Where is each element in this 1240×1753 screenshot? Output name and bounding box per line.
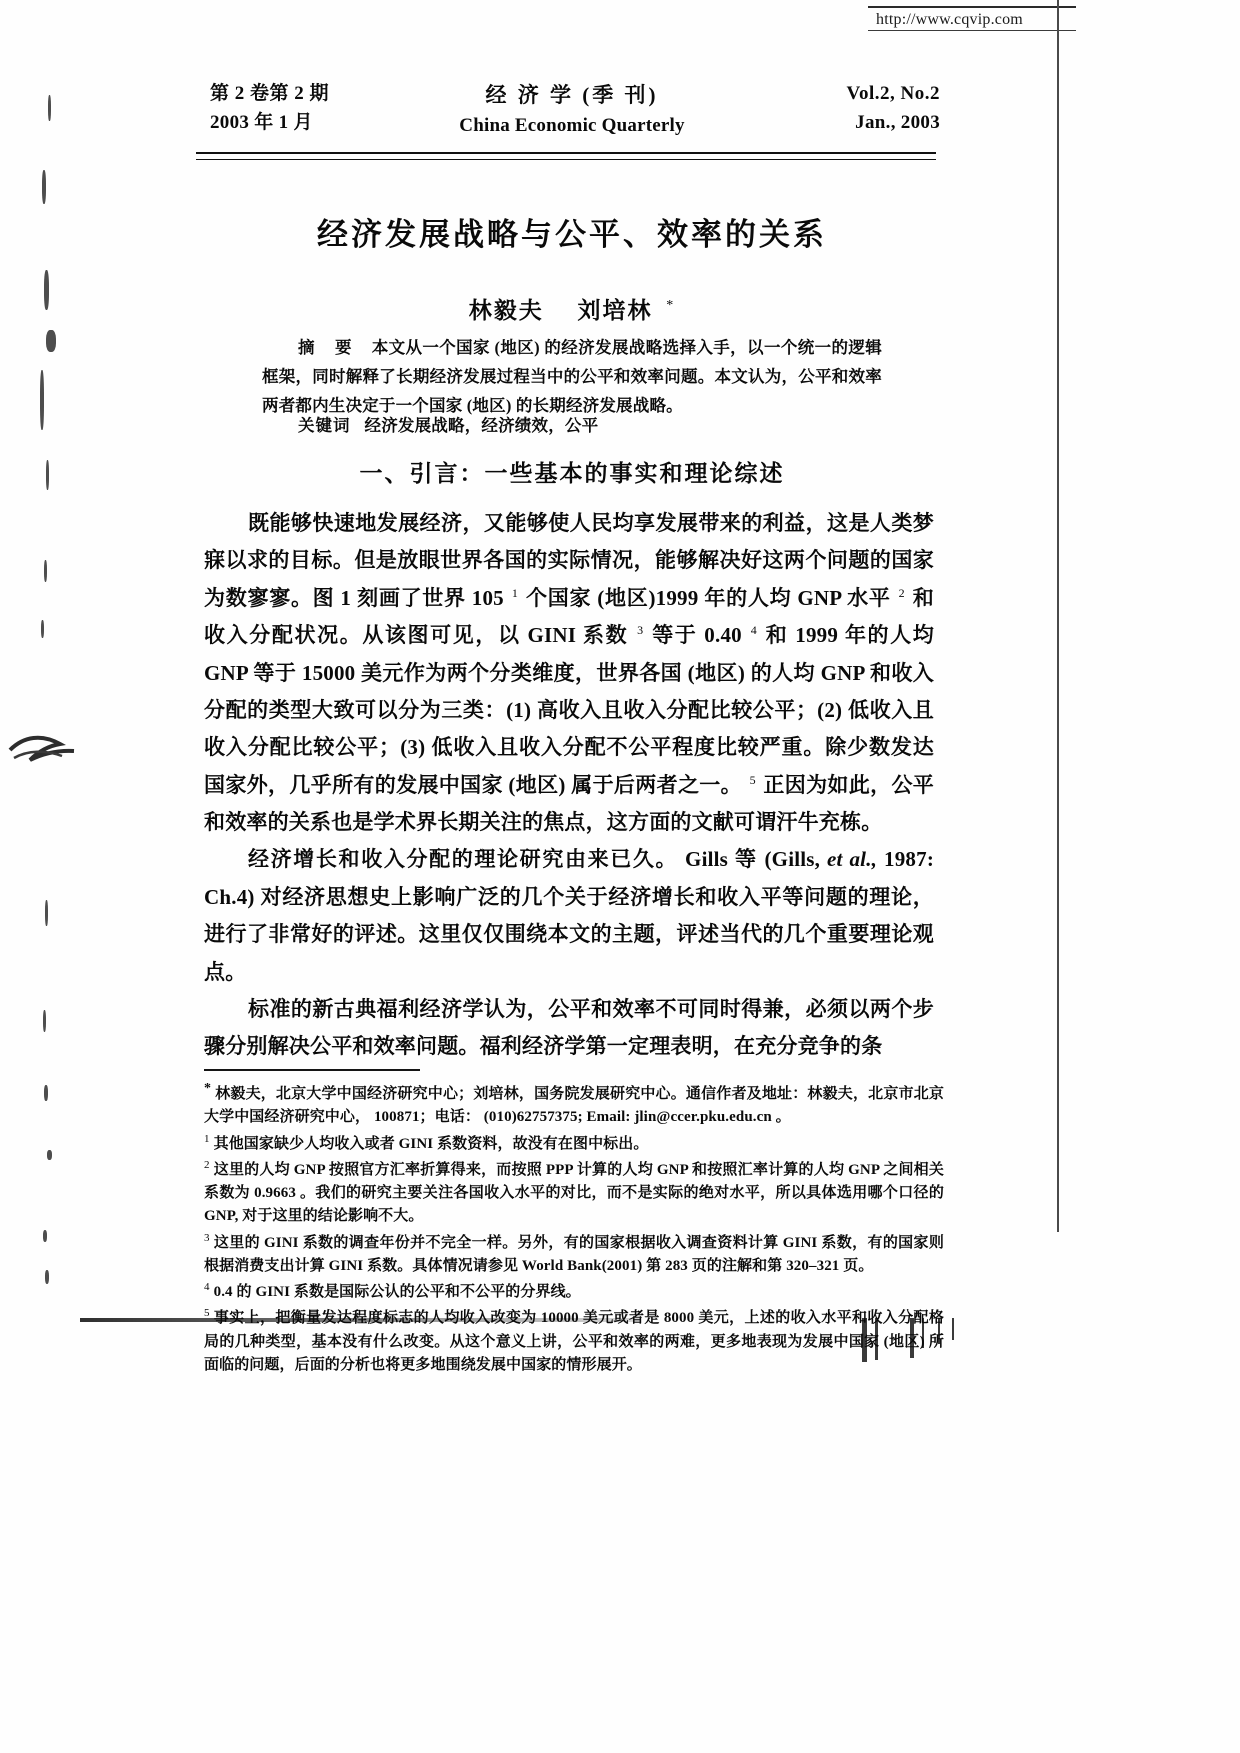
author-name: 林毅夫 (468, 298, 544, 323)
keywords-block (262, 412, 882, 436)
scan-speck (47, 1150, 52, 1160)
paragraph-1-segment: 正因为如此，公平和效率的关系也是学术界长期关注的焦点，这方面的文献可谓汗牛充栋。 (204, 772, 934, 834)
masthead-right (847, 80, 940, 137)
journal-title-cn: 经 济 学 (季 刊) (485, 83, 659, 107)
footnote-block (204, 1078, 944, 1378)
footnote-item (204, 1157, 944, 1229)
footnote-text: 这里的 GINI 系数的调查年份并不完全一样。另外，有的国家根据收入调查资料计算 GINI 系数，有的国家则根据消费支出计算 GINI 系数。具体情况请参见 World Bank(2001) 第 283 页的注解和第 320–321 页。 (204, 1234, 944, 1274)
footnote-marker: 2 (204, 1158, 210, 1171)
masthead-center (196, 80, 948, 140)
date-cn: 2003 年 1 月 (210, 111, 313, 133)
journal-title-en: China Economic Quarterly (459, 114, 685, 136)
footnote-item (204, 1279, 944, 1304)
scan-speck (40, 370, 44, 430)
abstract-paragraph (262, 334, 882, 421)
footnote-ref-3: 3 (637, 623, 644, 638)
body-paragraph-1 (204, 505, 934, 841)
scan-speck (41, 620, 44, 638)
scan-speck (48, 95, 51, 121)
footnote-text: 其他国家缺少人均收入或者 GINI 系数资料，故没有在图中标出。 (213, 1135, 649, 1152)
author-name: 刘培林 (577, 298, 653, 323)
footnote-marker: 5 (204, 1307, 210, 1320)
paragraph-1-segment: 和收入分配状况。从该图可见，以 GINI 系数 (204, 585, 934, 648)
scan-speck (44, 560, 47, 582)
scan-speck (46, 330, 56, 352)
footnote-item (204, 1078, 944, 1130)
body-paragraph-2 (204, 841, 934, 991)
body-paragraph-3: 标准的新古典福利经济学认为，公平和效率不可同时得兼，必须以两个步骤分别解决公平和效率问题。福利经济学第一定理表明，在充分竞争的条 (204, 996, 934, 1059)
abstract-label: 摘 要 (298, 338, 360, 357)
cqvip-watermark: http://www.cqvip.com (868, 6, 1076, 31)
author-footnote-marker: * (666, 298, 676, 314)
masthead-rule (196, 152, 936, 160)
scan-speck (44, 1085, 48, 1101)
page-title: 经济发展战略与公平、效率的关系 (317, 217, 827, 252)
paragraph-1-segment: 等于 0.40 (645, 623, 749, 648)
footnote-ref-2: 2 (898, 585, 905, 600)
keywords-label: 关键词 (298, 416, 351, 435)
scan-speck (43, 1230, 47, 1242)
footnote-item (204, 1305, 944, 1377)
footnote-ref-1: 1 (511, 585, 519, 600)
citation-et-al: et al., (827, 847, 878, 872)
author-line (196, 292, 948, 325)
footnote-marker: 4 (204, 1281, 210, 1293)
scan-speck (45, 900, 48, 926)
footnote-text: 这里的人均 GNP 按照官方汇率折算得来，而按照 PPP 计算的人均 GNP 和按照汇率计算的人均 GNP 之间相关系数为 0.9663 。我们的研究主要关注各国收入水平的对比，而不是实际的绝对水平，所以具体选用哪个口径的 GNP, 对于这里的结论影响不大。 (204, 1161, 944, 1225)
scan-speck (46, 460, 49, 490)
paragraph-2-segment: 1987: Ch.4) 对经济思想史上影响广泛的几个关于经济增长和收入平等问题的理论，进行了非常好的评述。这里仅仅围绕本文的主题，评述当代的几个重要理论观点。 (204, 847, 935, 984)
abstract-text: 本文从一个国家 (地区) 的经济发展战略选择入手，以一个统一的逻辑框架，同时解释了长期经济发展过程当中的公平和效率问题。本文认为，公平和效率两者都内生决定于一个国家 (地区) 的长期经济发展战略。 (262, 338, 882, 415)
scan-speck (45, 1270, 49, 1284)
section-heading: 一、引言：一些基本的事实和理论综述 (359, 461, 785, 486)
scan-ink-mark (8, 720, 78, 774)
footnote-text: 林毅夫，北京大学中国经济研究中心；刘培林，国务院发展研究中心。通信作者及地址：林毅夫，北京市北京大学中国经济研究中心， 100871；电话： (010)62757375; Email: jlin@ccer.pku.edu.cn 。 (204, 1086, 944, 1126)
footnote-item (204, 1131, 944, 1156)
paragraph-2-segment: 经济增长和收入分配的理论研究由来已久。 Gills 等 (Gills, (248, 847, 828, 872)
footnote-separator (204, 1069, 420, 1071)
footnote-text: 0.4 的 GINI 系数是国际公认的公平和不公平的分界线。 (213, 1284, 581, 1300)
footnote-item (204, 1230, 944, 1279)
paragraph-1-segment: 和 1999 年的人均 GNP 等于 15000 美元作为两个分类维度，世界各国 (地区) 的人均 GNP 和收入分配的类型大致可以分为三类：(1) 高收入且收入分配比较公平；(2) 低收入且收入分配比较公平；(3) 低收入且收入分配不公平程度比较严重。除少数发达国家外，几乎所有的发展中国家 (地区) 属于后两者之一。 (204, 623, 934, 797)
scan-speck (43, 1010, 46, 1032)
paragraph-1-segment: 既能够快速地发展经济，又能够使人民均享发展带来的利益，这是人类梦寐以求的目标。但是放眼世界各国的实际情况，能够解决好这两个问题的国家为数寥寥。图 1 刻画了世界 105 (204, 511, 934, 610)
scan-speck (44, 270, 49, 310)
body-text (204, 505, 934, 1066)
keywords-text: 经济发展战略，经济绩效，公平 (364, 416, 599, 435)
scan-edge-line (1057, 0, 1059, 1232)
date-en: Jan., 2003 (855, 111, 940, 133)
footnote-marker: 3 (204, 1231, 210, 1244)
masthead (196, 80, 948, 156)
footnote-ref-5: 5 (749, 772, 756, 787)
footnote-marker: 1 (204, 1132, 210, 1145)
volume-issue-cn: 第 2 卷第 2 期 (210, 83, 330, 104)
paragraph-1-segment: 个国家 (地区)1999 年的人均 GNP 水平 (520, 585, 897, 610)
footnote-ref-4: 4 (750, 623, 757, 638)
scan-speck (42, 170, 46, 204)
footnote-marker: * (204, 1081, 212, 1096)
abstract-block (262, 334, 882, 421)
footnote-text: 事实上，把衡量发达程度标志的人均收入改变为 10000 美元或者是 8000 美元，上述的收入水平和收入分配格局的几种类型，基本没有什么改变。从这个意义上讲，公平和效率的两难，更多地表现为发展中国家 (地区) 所面临的问题，后面的分析也将更多地围绕发展中国家的情形展开。 (204, 1310, 944, 1373)
volume-issue-en: Vol.2, No.2 (846, 83, 940, 104)
